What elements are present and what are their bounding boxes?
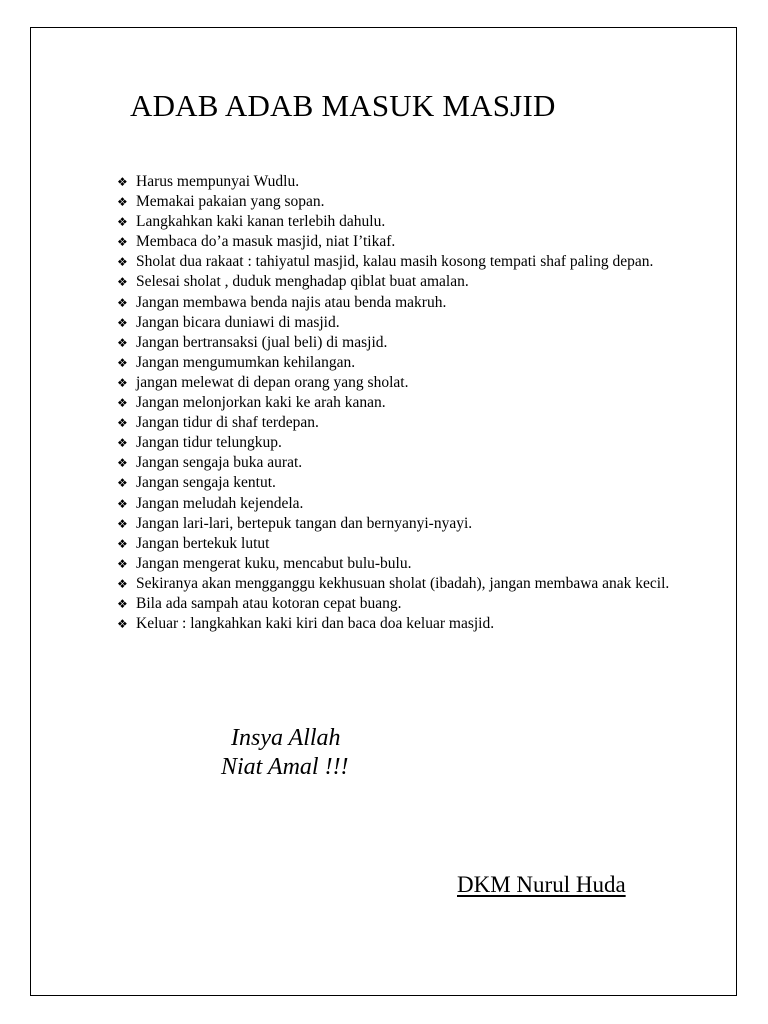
rule-text: Jangan bertekuk lutut: [136, 534, 270, 552]
diamond-bullet-icon: ❖: [117, 215, 128, 230]
rule-text: Jangan lari-lari, bertepuk tangan dan bernyanyi-nyayi.: [136, 514, 473, 532]
rule-item: [117, 514, 677, 534]
rule-item: [117, 252, 677, 272]
rule-item: [117, 393, 677, 413]
diamond-bullet-icon: ❖: [117, 375, 128, 390]
rule-item: [117, 212, 677, 232]
closing-line-1: Insya Allah: [231, 725, 341, 751]
rule-item: [117, 373, 677, 393]
signature: DKM Nurul Huda: [457, 872, 626, 897]
diamond-bullet-icon: ❖: [117, 496, 128, 511]
rule-text: Jangan tidur telungkup.: [136, 434, 282, 452]
rule-text: Jangan mengumumkan kehilangan.: [136, 353, 356, 371]
diamond-bullet-icon: ❖: [117, 536, 128, 551]
rule-text: Sekiranya akan mengganggu kekhusuan sholat (ibadah), jangan membawa anak kecil.: [136, 574, 670, 592]
rule-item: [117, 272, 677, 292]
rule-item: [117, 232, 677, 252]
rule-item: [117, 192, 677, 212]
diamond-bullet-icon: ❖: [117, 235, 128, 250]
rule-item: [117, 453, 677, 473]
rule-text: Langkahkan kaki kanan terlebih dahulu.: [136, 213, 386, 231]
rule-item: [117, 594, 677, 614]
diamond-bullet-icon: ❖: [117, 617, 128, 632]
diamond-bullet-icon: ❖: [117, 355, 128, 370]
rule-item: [117, 293, 677, 313]
diamond-bullet-icon: ❖: [117, 516, 128, 531]
diamond-bullet-icon: ❖: [117, 396, 128, 411]
rule-item: [117, 413, 677, 433]
rule-text: jangan melewat di depan orang yang sholat.: [136, 373, 409, 391]
document-title: ADAB ADAB MASUK MASJID: [130, 88, 556, 123]
document-page: [30, 27, 737, 996]
rule-text: Sholat dua rakaat : tahiyatul masjid, kalau masih kosong tempati shaf paling depan.: [136, 253, 654, 271]
diamond-bullet-icon: ❖: [117, 275, 128, 290]
rule-item: [117, 534, 677, 554]
rule-text: Jangan meludah kejendela.: [136, 494, 304, 512]
rule-item: [117, 172, 677, 192]
rule-text: Jangan tidur di shaf terdepan.: [136, 414, 319, 432]
rule-text: Selesai sholat , duduk menghadap qiblat buat amalan.: [136, 273, 469, 291]
closing-line-2: Niat Amal !!!: [221, 754, 349, 780]
diamond-bullet-icon: ❖: [117, 436, 128, 451]
rule-text: Jangan mengerat kuku, mencabut bulu-bulu.: [136, 554, 412, 572]
rule-text: Memakai pakaian yang sopan.: [136, 193, 325, 211]
rule-text: Jangan sengaja kentut.: [136, 474, 276, 492]
rule-text: Jangan melonjorkan kaki ke arah kanan.: [136, 394, 386, 412]
diamond-bullet-icon: ❖: [117, 556, 128, 571]
rule-item: [117, 574, 677, 594]
diamond-bullet-icon: ❖: [117, 175, 128, 189]
closing-message: [221, 724, 349, 782]
rule-text: Bila ada sampah atau kotoran cepat buang.: [136, 594, 402, 612]
rule-text: Membaca do’a masuk masjid, niat I’tikaf.: [136, 233, 396, 251]
rules-list: [117, 172, 677, 634]
rule-item: [117, 353, 677, 373]
rule-text: Jangan membawa benda najis atau benda makruh.: [136, 293, 447, 311]
rule-item: [117, 614, 677, 634]
rule-text: Jangan sengaja buka aurat.: [136, 454, 303, 472]
rule-item: [117, 494, 677, 514]
rule-text: Keluar : langkahkan kaki kiri dan baca doa keluar masjid.: [136, 615, 495, 633]
diamond-bullet-icon: ❖: [117, 335, 128, 350]
rule-text: Harus mempunyai Wudlu.: [136, 173, 300, 190]
diamond-bullet-icon: ❖: [117, 416, 128, 431]
diamond-bullet-icon: ❖: [117, 576, 128, 591]
rule-item: [117, 333, 677, 353]
rule-item: [117, 473, 677, 493]
rule-item: [117, 554, 677, 574]
rule-item: [117, 433, 677, 453]
rule-item: [117, 313, 677, 333]
rule-text: Jangan bertransaksi (jual beli) di masjid.: [136, 333, 388, 351]
rule-text: Jangan bicara duniawi di masjid.: [136, 313, 340, 331]
diamond-bullet-icon: ❖: [117, 315, 128, 330]
diamond-bullet-icon: ❖: [117, 476, 128, 491]
diamond-bullet-icon: ❖: [117, 195, 128, 210]
diamond-bullet-icon: ❖: [117, 255, 128, 270]
diamond-bullet-icon: ❖: [117, 596, 128, 611]
diamond-bullet-icon: ❖: [117, 295, 128, 310]
diamond-bullet-icon: ❖: [117, 456, 128, 471]
